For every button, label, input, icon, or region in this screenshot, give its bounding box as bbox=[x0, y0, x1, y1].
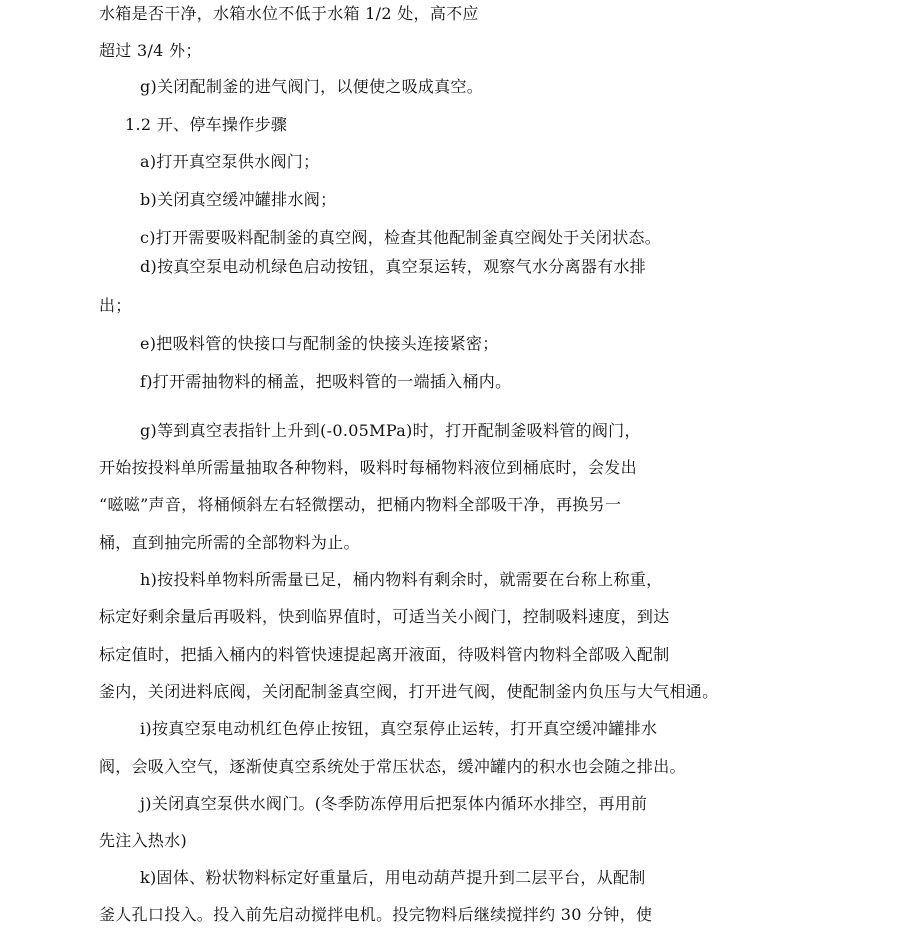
text-line: 水箱是否干净，水箱水位不低于水箱 1/2 处，高不应 bbox=[99, 4, 479, 23]
text-line: 桶，直到抽完所需的全部物料为止。 bbox=[99, 533, 360, 552]
text-line: 标定好剩余量后再吸料，快到临界值时，可适当关小阀门，控制吸料速度，到达 bbox=[99, 607, 670, 626]
section-heading: 1.2 开、停车操作步骤 bbox=[125, 115, 288, 134]
text-line: 标定值时，把插入桶内的料管快速提起离开液面，待吸料管内物料全部吸入配制 bbox=[99, 645, 670, 664]
list-item-g2: g)等到真空表指针上升到(-0.05MPa)时，打开配制釜吸料管的阀门， bbox=[140, 421, 641, 440]
list-item-a: a)打开真空泵供水阀门； bbox=[140, 152, 320, 171]
text-line: “嗞嗞”声音，将桶倾斜左右轻微摆动，把桶内物料全部吸干净，再换另一 bbox=[99, 495, 622, 514]
list-item-j: j)关闭真空泵供水阀门。(冬季防冻停用后把泵体内循环水排空，再用前 bbox=[140, 794, 648, 813]
text-line: 开始按投料单所需量抽取各种物料，吸料时每桶物料液位到桶底时，会发出 bbox=[99, 458, 637, 477]
list-item-b: b)关闭真空缓冲罐排水阀； bbox=[140, 190, 337, 209]
text-line: 先注入热水) bbox=[99, 831, 188, 850]
list-item-f: f)打开需抽物料的桶盖，把吸料管的一端插入桶内。 bbox=[140, 372, 512, 391]
list-item-h: h)按投料单物料所需量已足，桶内物料有剩余时，就需要在台称上称重， bbox=[140, 570, 663, 589]
list-item-g: g)关闭配制釜的进气阀门，以便使之吸成真空。 bbox=[140, 77, 484, 96]
list-item-e: e)把吸料管的快接口与配制釜的快接头连接紧密； bbox=[140, 334, 499, 353]
list-item-k: k)固体、粉状物料标定好重量后，用电动葫芦提升到二层平台，从配制 bbox=[140, 868, 646, 887]
text-line: 釜内，关闭进料底阀，关闭配制釜真空阀，打开进气阀，使配制釜内负压与大气相通。 bbox=[99, 682, 719, 701]
text-line: 出； bbox=[99, 296, 132, 315]
text-line: 超过 3/4 外； bbox=[99, 41, 202, 60]
text-line: 阀，会吸入空气，逐渐使真空系统处于常压状态，缓冲罐内的积水也会随之排出。 bbox=[99, 757, 686, 776]
list-item-d: d)按真空泵电动机绿色启动按钮，真空泵运转，观察气水分离器有水排 bbox=[140, 257, 647, 276]
text-line: 釜人孔口投入。投入前先启动搅拌电机。投完物料后继续搅拌约 30 分钟，使 bbox=[99, 905, 653, 924]
list-item-i: i)按真空泵电动机红色停止按钮，真空泵停止运转，打开真空缓冲罐排水 bbox=[140, 719, 658, 738]
list-item-c: c)打开需要吸料配制釜的真空阀，检查其他配制釜真空阀处于关闭状态。 bbox=[140, 228, 662, 247]
